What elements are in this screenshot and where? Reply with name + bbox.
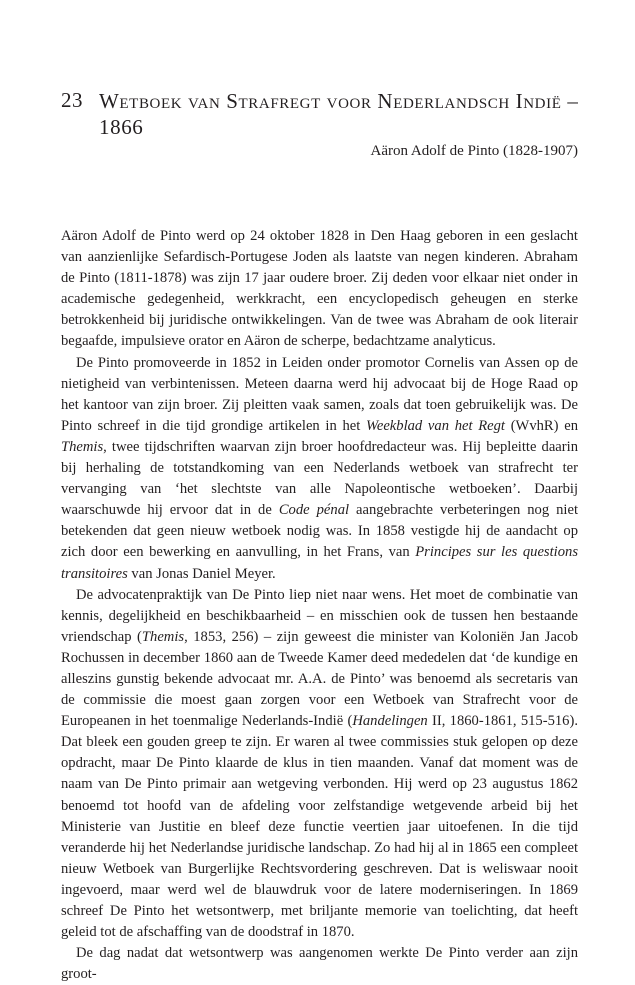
text-segment: van Jonas Daniel Meyer. bbox=[127, 565, 276, 582]
chapter-author: Aäron Adolf de Pinto (1828-1907) bbox=[370, 143, 578, 159]
body-paragraph bbox=[61, 353, 578, 585]
italic-citation: Themis bbox=[61, 438, 104, 455]
body-paragraph bbox=[61, 226, 578, 353]
body-text bbox=[61, 226, 578, 985]
text-segment: De advocatenpraktijk van De Pinto liep niet naar wens. Het moet de combinatie van kennis, degelijkheid en beschikbaarheid – en misschien ook de tussen hen bestaande vriendschap ( bbox=[61, 586, 578, 645]
italic-citation: Themis bbox=[141, 628, 185, 645]
text-segment: , 1853, 256) – zijn geweest die minister van Koloniën Jan Jacob Rochussen in december 1860 aan de Tweede Kamer deed mededelen dat ‘de kundige en alleszins gunstig bekende advocaat mr. A.A. de Pinto’ was benoemd als secretaris van de commissie die moest gaan zorgen voor een Wetboek van Strafrecht voor de Europeanen in het toenmalige Nederlands-Indië ( bbox=[61, 628, 578, 730]
text-segment: II, 1860-1861, 515-516). Dat bleek een gouden greep te zijn. Er waren al twee commissies stuk gelopen op deze opdracht, maar De Pinto klaarde de klus in tien maanden. Vanaf dat moment was de naam van De Pinto primair aan wetgeving verbonden. Hij werd op 23 augustus 1862 benoemd tot hoofd van de afdeling voor zelfstandige wetgevende arbeid bij het Ministerie van Justitie en bleef deze functie veertien jaar uitoefenen. In die tijd veranderde hij het Nederlandse juridische landschap. Zo had hij al in 1865 een compleet nieuw Wetboek van Burgerlijke Rechtsvordering geschreven. Dat is weliswaar nooit ingevoerd, maar werd wel de blauwdruk voor de latere moderniseringen. In 1869 schreef De Pinto het wetsontwerp, met briljante memorie van toelichting, dat heeft geleid tot de afschaffing van de doodstraf in 1870. bbox=[61, 713, 578, 941]
text-segment: aangebrachte verbeteringen nog niet betekenden dat geen nieuw wetboek nodig was. In 1858 vestigde hij de aandacht op zich door een bewerking en aanvulling, in het Frans, van bbox=[61, 502, 578, 561]
text-segment: Aäron Adolf de Pinto werd op 24 oktober 1828 in Den Haag geboren in een geslacht van aanzienlijke Sefardisch-Portugese Joden als laatste van negen kinderen. Abraham de Pinto (1811-1878) was zijn 17 jaar oudere broer. Zij deden voor elkaar niet onder in academische gedegenheid, werkkracht, een encyclopedisch geheugen en sterke betrokkenheid bij juridische ontwikkelingen. Van de twee was Abraham de ook literair begaafde, impulsieve orator en Aäron de scherpe, bedachtzame analyticus. bbox=[61, 228, 578, 350]
text-segment: , twee tijdschriften waarvan zijn broer hoofdredacteur was. Hij bepleitte daarin bij herhaling de totstandkoming van een Nederlands wetboek van strafrecht ter vervanging van ‘het slechtste van alle Napoleontische wetboeken’. Daarbij waarschuwde hij ervoor dat in de bbox=[61, 438, 578, 519]
text-segment: (WvhR) en bbox=[504, 417, 578, 434]
chapter-title: Wetboek van Strafregt voor Nederlandsch Indië – 1866 bbox=[99, 89, 579, 139]
text-segment: De Pinto promoveerde in 1852 in Leiden onder promotor Cornelis van Assen op de nietigheid van verbintenissen. Meteen daarna werd hij advocaat bij de Hoge Raad op het kantoor van zijn broer. Zij pleitten vaak samen, zoals dat toen gebruikelijk was. De Pinto schreef in die tijd grondige artikelen in het bbox=[61, 354, 578, 434]
italic-citation: Handelingen bbox=[352, 713, 428, 730]
italic-citation: Code pénal bbox=[278, 502, 350, 519]
body-paragraph bbox=[61, 943, 578, 985]
text-segment: De dag nadat dat wetsontwerp was aangenomen werkte De Pinto verder aan zijn groot- bbox=[61, 945, 578, 983]
italic-citation: Weekblad van het Regt bbox=[366, 417, 505, 434]
chapter-number: 23 bbox=[61, 88, 83, 112]
italic-citation: Principes sur les questions transitoires bbox=[61, 544, 578, 582]
body-paragraph bbox=[61, 585, 578, 944]
